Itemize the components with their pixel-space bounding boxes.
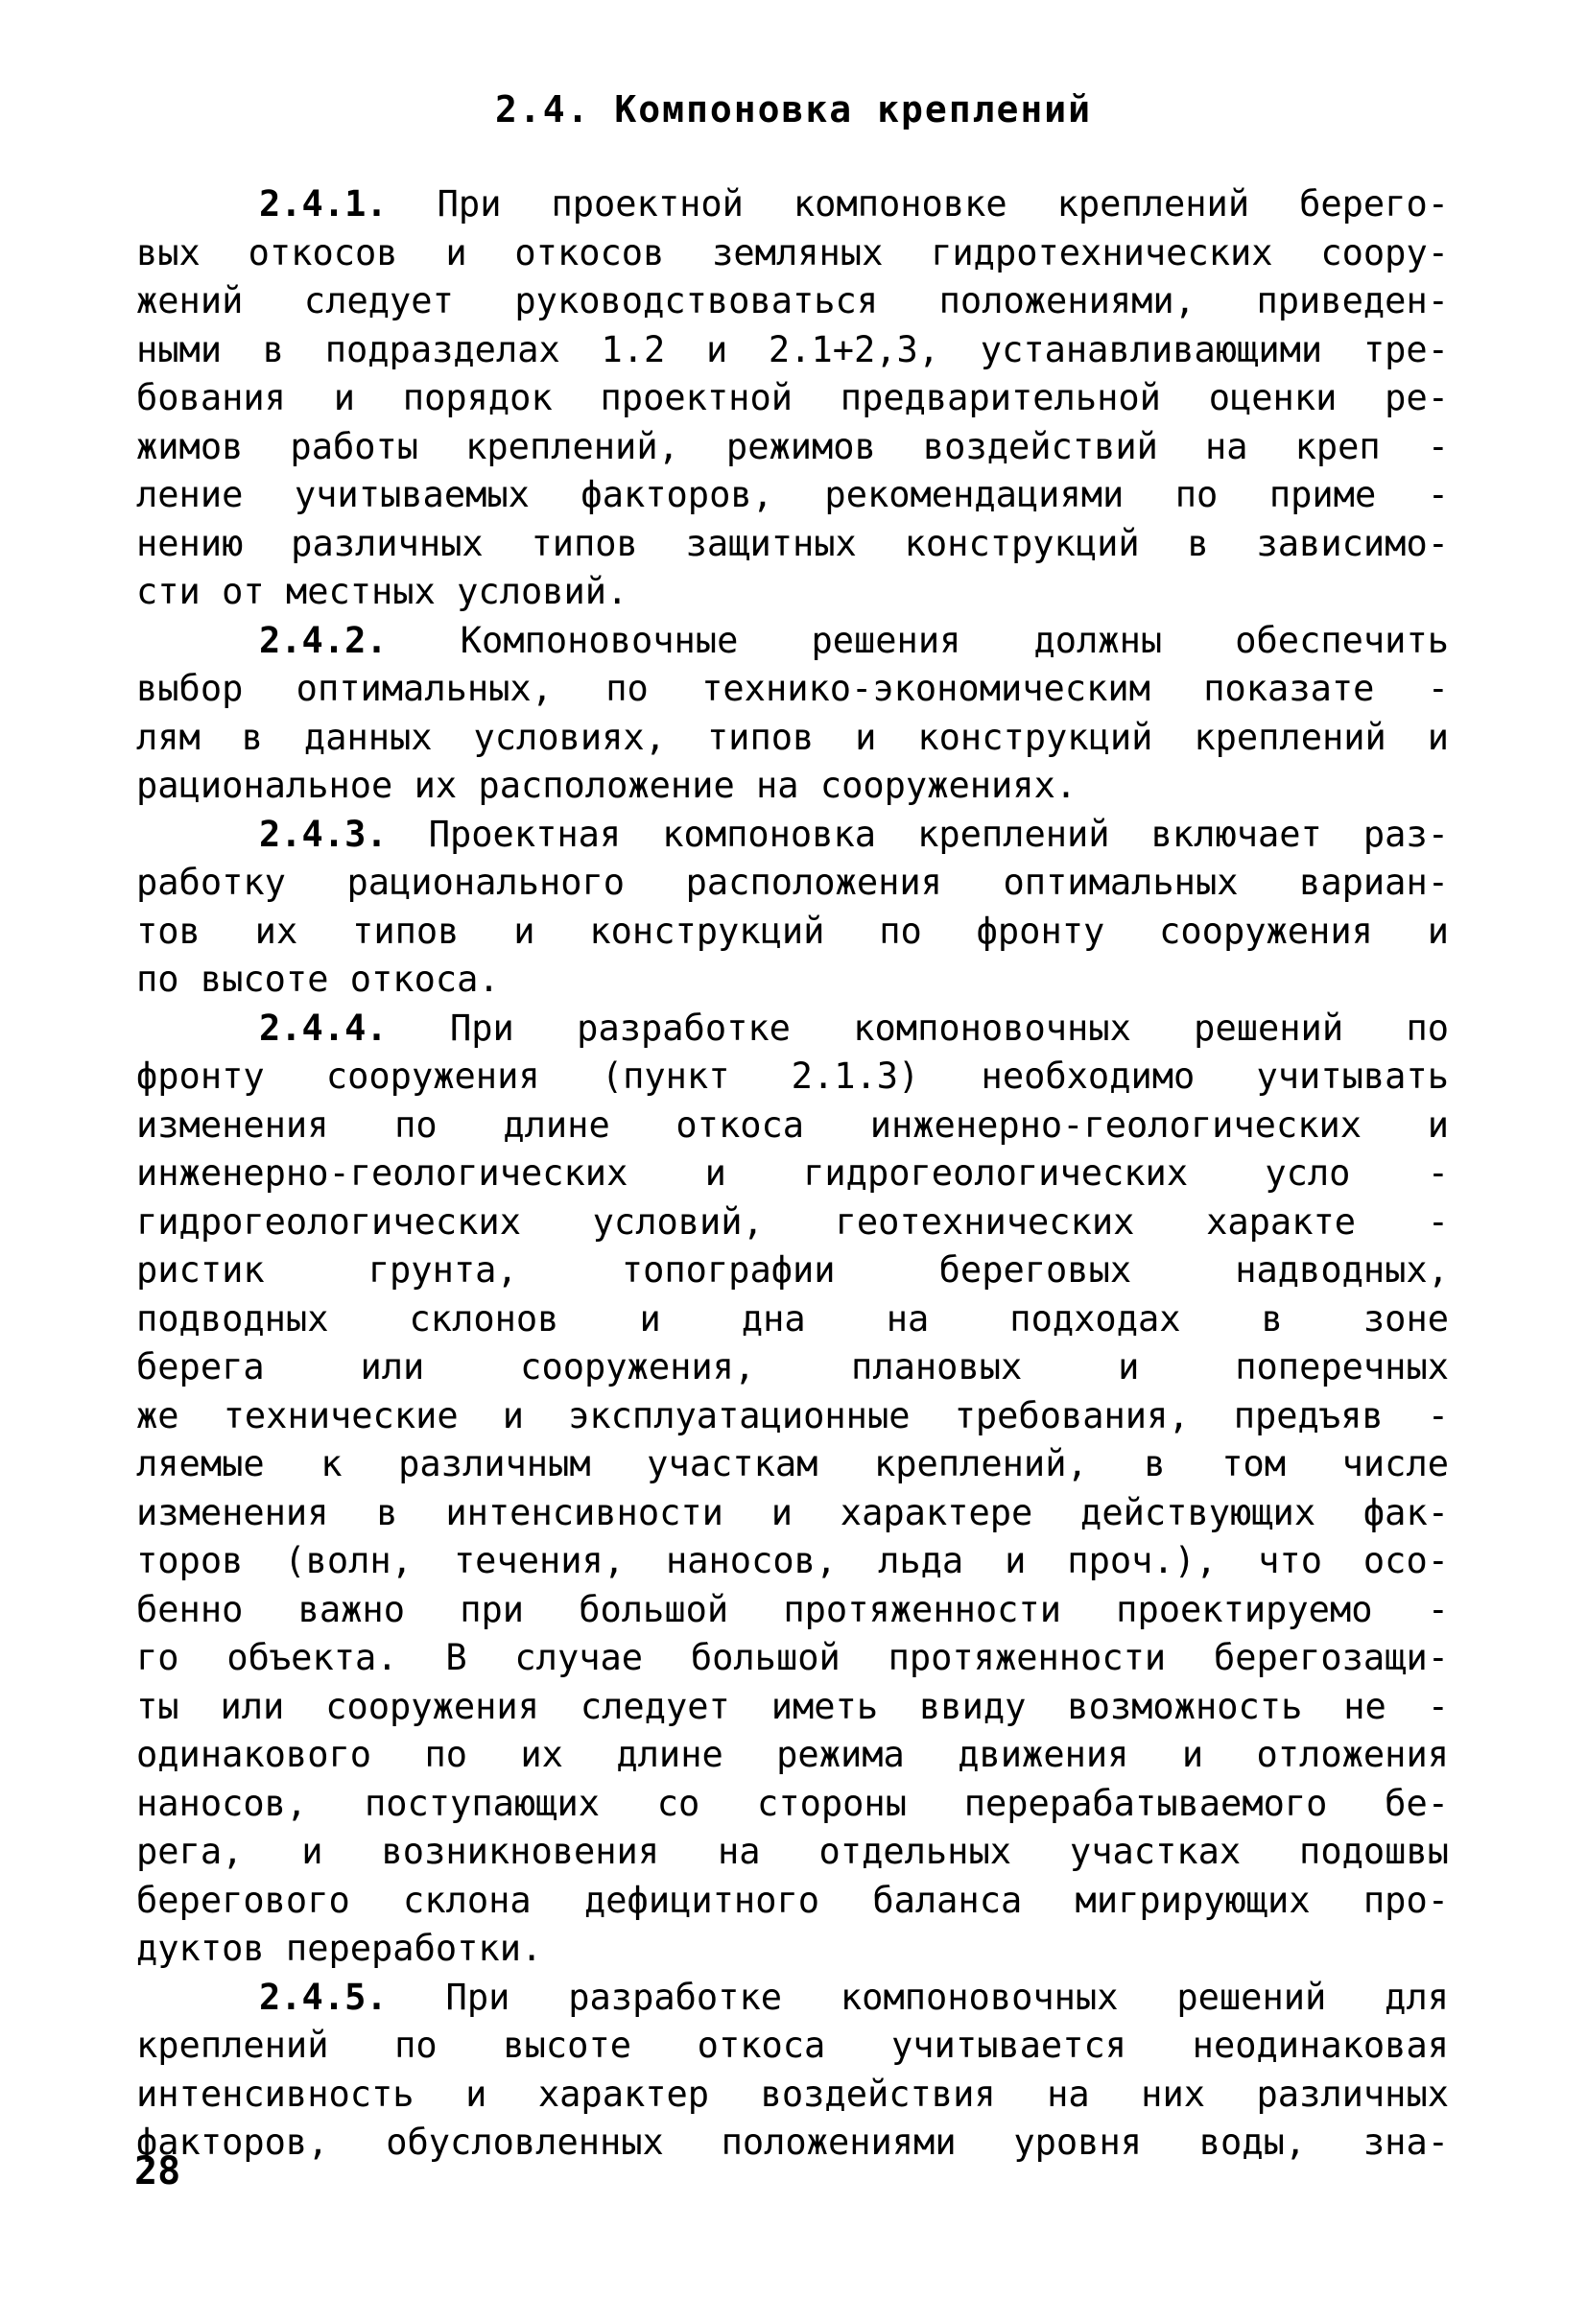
paragraph-2-4-4 (136, 1005, 1449, 1974)
paragraph-line: 2.4.1. При проектной компоновке креплений берего- (259, 183, 1450, 225)
paragraph-line: наносов, поступающих со стороны перерабатываемого бе- (136, 1782, 1449, 1824)
paragraph-line: рациональное их расположение на сооружениях. (136, 765, 1078, 806)
paragraph-line: дуктов переработки. (136, 1928, 543, 1969)
paragraph-line: 2.4.4. При разработке компоновочных решений по (259, 1007, 1449, 1049)
paragraph-2-4-5 (136, 1974, 1449, 2168)
paragraph-line: берега или сооружения, плановых и поперечных (136, 1346, 1449, 1387)
paragraph-line: изменения по длине откоса инженерно-геологических и (136, 1103, 1449, 1146)
paragraph-line: подводных склонов и дна на подходах в зоне (136, 1297, 1449, 1340)
paragraph-line: торов (волн, течения, наносов, льда и проч.), что осо- (136, 1540, 1449, 1581)
paragraph-line: рега, и возникновения на отдельных участках подошвы (136, 1831, 1449, 1872)
paragraph-line: работку рационального расположения оптимальных вариан- (136, 862, 1449, 903)
paragraph-2-4-3 (136, 811, 1449, 1005)
paragraph-number: 2.4.3. (259, 813, 388, 855)
paragraph-line: жимов работы креплений, режимов воздействий на креп - (136, 425, 1449, 467)
paragraph-line: выбор оптимальных, по технико-экономическим показате - (136, 668, 1449, 709)
paragraph-number: 2.4.5. (259, 1976, 388, 2018)
page-number: 28 (134, 2149, 181, 2194)
paragraph-number: 2.4.4. (259, 1007, 388, 1049)
paragraph-line: бования и порядок проектной предварительной оценки ре- (136, 377, 1449, 418)
paragraph-line: ристик грунта, топографии береговых надводных, (136, 1249, 1449, 1291)
paragraph-line: одинакового по их длине режима движения и отложения (136, 1734, 1449, 1775)
paragraph-2-4-1 (136, 180, 1449, 617)
paragraph-line: инженерно-геологических и гидрогеологических усло - (136, 1152, 1449, 1194)
paragraph-line: ты или сооружения следует иметь ввиду возможность не - (136, 1685, 1449, 1727)
paragraph-line: 2.4.3. Проектная компоновка креплений включает раз- (259, 813, 1449, 855)
paragraph-line: тов их типов и конструкций по фронту сооружения и (136, 910, 1449, 952)
paragraph-line: 2.4.5. При разработке компоновочных решений для (259, 1976, 1449, 2018)
paragraph-line: нению различных типов защитных конструкций в зависимо- (136, 522, 1449, 564)
paragraph-line: факторов, обусловленных положениями уровня воды, зна- (136, 2122, 1449, 2163)
paragraph-line: бенно важно при большой протяженности проектируемо - (136, 1588, 1449, 1630)
paragraph-line: по высоте откоса. (136, 959, 500, 1000)
paragraph-number: 2.4.1. (259, 183, 388, 225)
section-heading: 2.4. Компоновка креплений (495, 88, 1092, 130)
paragraph-line: фронту сооружения (пункт 2.1.3) необходимо учитывать (136, 1055, 1449, 1097)
paragraph-number: 2.4.2. (259, 619, 388, 661)
paragraph-line: го объекта. В случае большой протяженности берегозащи- (136, 1637, 1449, 1678)
paragraph-line: изменения в интенсивности и характере действующих фак- (136, 1491, 1449, 1533)
paragraph-line: ляемые к различным участкам креплений, в том числе (136, 1443, 1449, 1484)
paragraph-line: вых откосов и откосов земляных гидротехнических соору- (136, 231, 1449, 273)
paragraph-line: же технические и эксплуатационные требования, предъяв - (136, 1394, 1449, 1436)
paragraph-line: гидрогеологических условий, геотехнических характе - (136, 1200, 1449, 1243)
paragraph-line: ными в подразделах 1.2 и 2.1+2,3, устанавливающими тре- (136, 328, 1449, 370)
section-body (136, 180, 1449, 2168)
paragraph-2-4-2 (136, 617, 1449, 811)
paragraph-line: сти от местных условий. (136, 571, 628, 612)
paragraph-line: 2.4.2. Компоновочные решения должны обеспечить (259, 619, 1449, 661)
paragraph-line: берегового склона дефицитного баланса мигрирующих про- (136, 1879, 1449, 1921)
paragraph-line: креплений по высоте откоса учитывается неодинаковая (136, 2025, 1449, 2066)
paragraph-line: ление учитываемых факторов, рекомендациями по приме - (136, 474, 1449, 515)
paragraph-line: интенсивность и характер воздействия на них различных (136, 2073, 1449, 2115)
paragraph-line: жений следует руководствоваться положениями, приведен- (136, 280, 1449, 321)
paragraph-line: лям в данных условиях, типов и конструкций креплений и (136, 716, 1449, 758)
